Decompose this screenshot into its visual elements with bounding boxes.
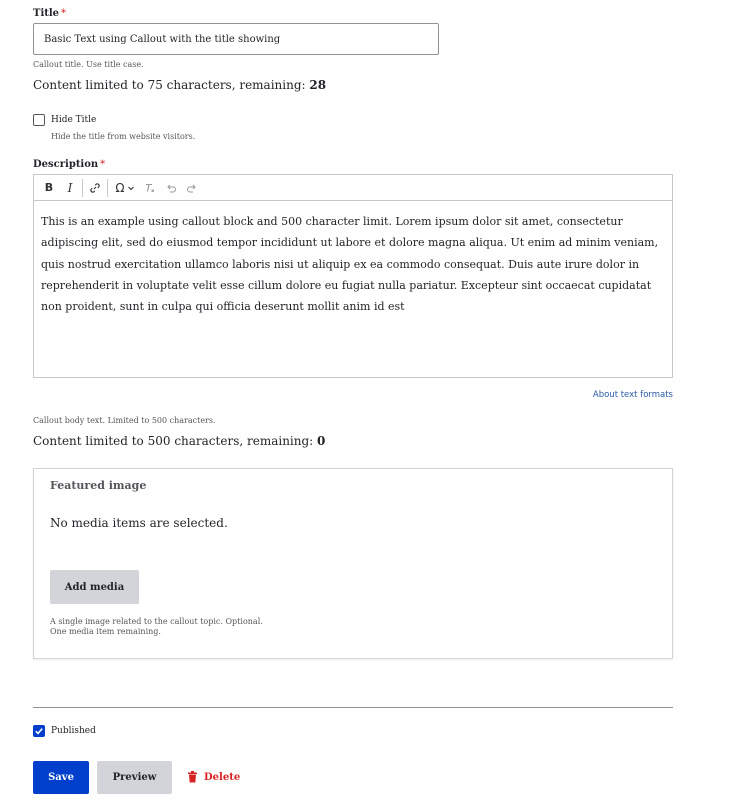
featured-image-help <box>50 617 263 636</box>
remove-format-button[interactable] <box>141 178 159 198</box>
about-text-formats-link[interactable]: About text formats <box>592 390 673 400</box>
special-characters-button[interactable] <box>111 178 139 198</box>
save-button[interactable]: Save <box>33 761 89 794</box>
chevron-down-icon <box>127 184 135 192</box>
description-counter-text: Content limited to 500 characters, remaining: <box>33 434 314 448</box>
editor-toolbar <box>34 175 672 201</box>
add-media-button[interactable]: Add media <box>50 570 139 604</box>
editor-content[interactable]: This is an example using callout block and 500 character limit. Lorem ipsum dolor sit amet, consectetur adipiscing elit, sed do eiusmod tempor incididunt ut labore et dolore magna aliqua. Ut enim ad minim veniam, quis nostrud exercitation ullamco laboris nisi ut aliquip ex ea commodo consequat. Duis aute irure dolor in reprehenderit in voluptate velit esse cillum dolore eu fugiat nulla pariatur. Excepteur sint occaecat cupidatat non proident, sunt in culpa qui officia deserunt mollit anim id est <box>41 215 659 314</box>
link-button[interactable] <box>86 178 104 198</box>
published-checkbox[interactable] <box>33 725 45 737</box>
title-counter-text: Content limited to 75 characters, remaining: <box>33 78 306 92</box>
toolbar-separator <box>107 179 108 197</box>
preview-button[interactable]: Preview <box>97 761 172 794</box>
rich-text-editor <box>33 174 673 378</box>
required-mark: * <box>61 8 67 19</box>
hide-title-description: Hide the title from website visitors. <box>51 132 196 141</box>
checkmark-icon <box>34 726 44 736</box>
hide-title-label: Hide Title <box>51 115 97 125</box>
bold-button[interactable]: B <box>44 181 54 194</box>
featured-image-fieldset <box>33 468 673 659</box>
remove-format-icon <box>144 182 156 194</box>
featured-image-help-line2: One media item remaining. <box>50 627 161 636</box>
description-label <box>33 159 105 170</box>
italic-button[interactable]: I <box>67 180 73 195</box>
description-help: Callout body text. Limited to 500 characters. <box>33 416 216 425</box>
title-input[interactable] <box>33 23 439 55</box>
no-media-text: No media items are selected. <box>50 516 228 530</box>
description-counter-value: 0 <box>317 434 326 448</box>
title-label-text: Title <box>33 8 60 19</box>
redo-button[interactable] <box>183 178 201 198</box>
link-icon <box>89 182 101 194</box>
description-counter <box>33 434 325 448</box>
title-description: Callout title. Use title case. <box>33 60 144 69</box>
delete-label: Delete <box>204 771 241 783</box>
title-counter-value: 28 <box>309 78 327 92</box>
featured-image-legend: Featured image <box>50 479 147 492</box>
omega-icon: Ω <box>115 180 125 195</box>
redo-icon <box>186 182 198 194</box>
divider <box>33 707 673 708</box>
required-mark: * <box>100 159 106 170</box>
featured-image-help-line1: A single image related to the callout topic. Optional. <box>50 617 263 626</box>
toolbar-separator <box>82 179 83 197</box>
trash-icon <box>187 771 198 783</box>
undo-button[interactable] <box>162 178 180 198</box>
delete-link[interactable] <box>187 769 240 785</box>
description-label-text: Description <box>33 159 99 170</box>
published-label: Published <box>51 726 96 736</box>
hide-title-checkbox[interactable] <box>33 114 45 126</box>
undo-icon <box>165 182 177 194</box>
title-counter <box>33 78 326 92</box>
title-label <box>33 8 66 19</box>
